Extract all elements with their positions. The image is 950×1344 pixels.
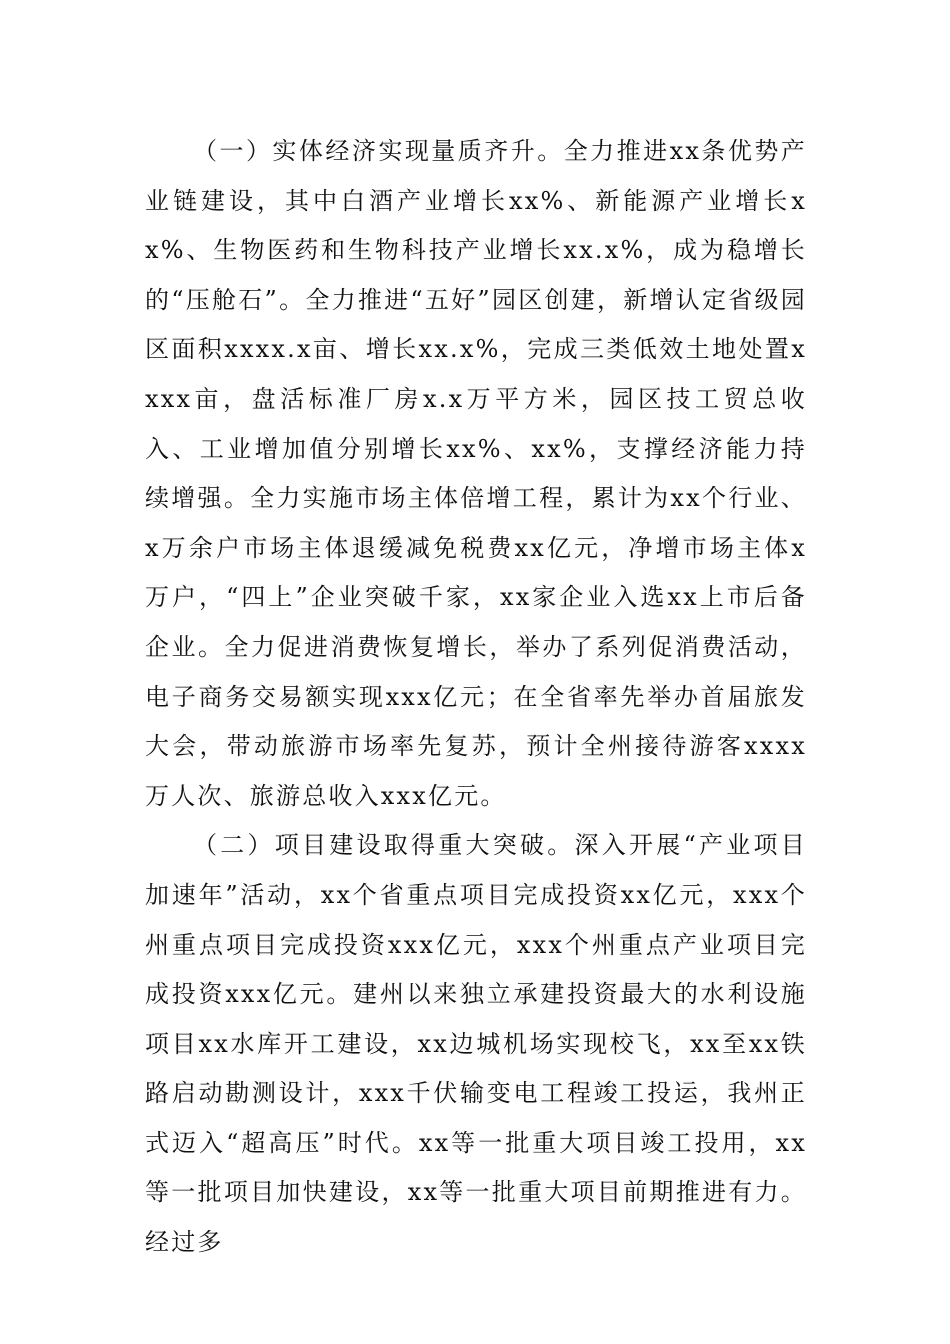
paragraph-project-construction: （二）项目建设取得重大突破。深入开展“产业项目加速年”活动，xx个省重点项目完成投资xx亿元，xxx个州重点项目完成投资xxx亿元，xxx个州重点产业项目完成投资xxx亿元。建州以来独立承建投资最大的水利设施项目xx水库开工建设，xx边城机场实现校飞，xx至xx铁路启动勘测设计，xxx千伏输变电工程竣工投运，我州正式迈入“超高压”时代。xx等一批重大项目竣工投用，xx等一批项目加快建设，xx等一批重大项目前期推进有力。经过多 [145, 831, 807, 1257]
document-body [145, 127, 807, 1268]
paragraph-real-economy: （一）实体经济实现量质齐升。全力推进xx条优势产业链建设，其中白酒产业增长xx%、新能源产业增长xx%、生物医药和生物科技产业增长xx.x%，成为稳增长的“压舱石”。全力推进“五好”园区创建，新增认定省级园区面积xxxx.x亩、增长xx.x%，完成三类低效土地处置xxxx亩，盘活标准厂房x.x万平方米，园区技工贸总收入、工业增加值分别增长xx%、xx%，支撑经济能力持续增强。全力实施市场主体倍增工程，累计为xx个行业、x万余户市场主体退缓减免税费xx亿元，净增市场主体x万户，“四上”企业突破千家，xx家企业入选xx上市后备企业。全力促进消费恢复增长，举办了系列促消费活动，电子商务交易额实现xxx亿元；在全省率先举办首届旅发大会，带动旅游市场率先复苏，预计全州接待游客xxxx万人次、旅游总收入xxx亿元。 [145, 137, 807, 810]
